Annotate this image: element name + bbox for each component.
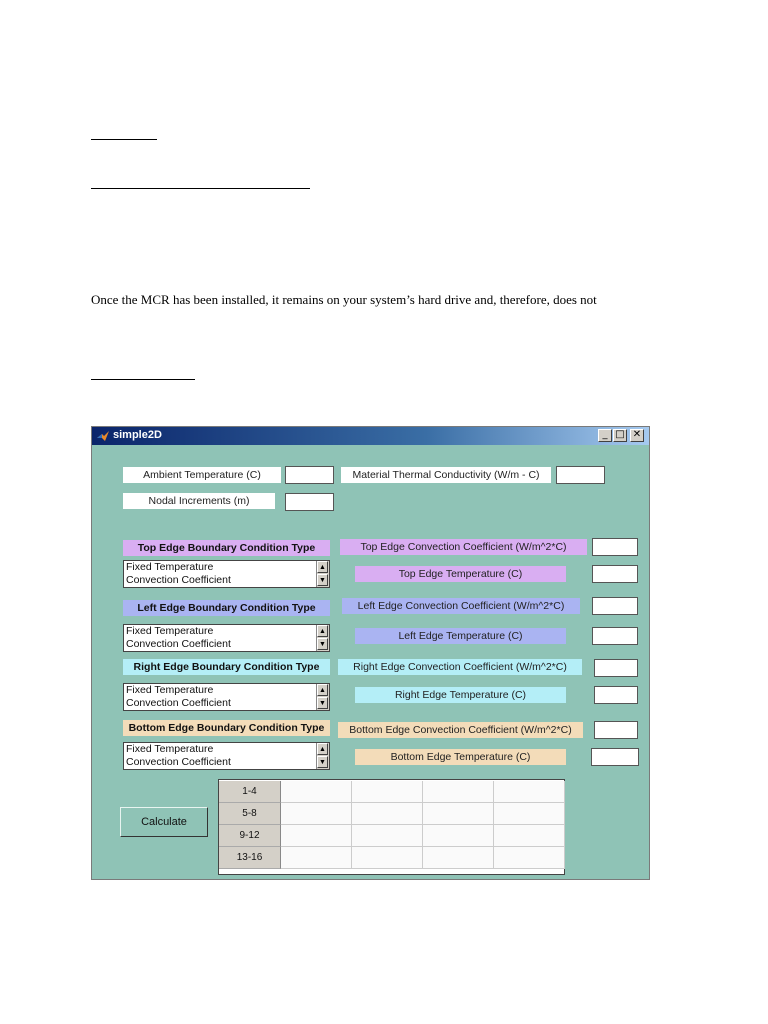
title-bar[interactable] xyxy=(92,427,649,445)
table-row xyxy=(219,847,564,869)
table-row xyxy=(219,781,564,803)
table-cell[interactable] xyxy=(352,825,423,847)
top-convection-field[interactable] xyxy=(592,538,638,556)
listbox-option[interactable]: Fixed Temperature xyxy=(126,684,214,696)
table-cell[interactable] xyxy=(423,825,494,847)
left-temperature-field[interactable] xyxy=(592,627,638,645)
table-cell[interactable] xyxy=(423,781,494,803)
table-cell[interactable] xyxy=(281,803,352,825)
arrow-up-icon[interactable]: ▲ xyxy=(317,625,328,637)
thermal-conductivity-field[interactable] xyxy=(556,466,605,484)
table-cell[interactable] xyxy=(352,781,423,803)
table-cell[interactable] xyxy=(494,781,565,803)
arrow-down-icon[interactable]: ▼ xyxy=(317,756,328,768)
top-condition-listbox[interactable] xyxy=(123,560,330,588)
table-cell[interactable] xyxy=(281,847,352,869)
top-temperature-field[interactable] xyxy=(592,565,638,583)
table-cell[interactable] xyxy=(494,803,565,825)
close-button[interactable]: ✕ xyxy=(630,429,644,442)
right-temperature-field[interactable] xyxy=(594,686,638,704)
minimize-button[interactable]: _ xyxy=(598,429,612,442)
nodal-increments-label: Nodal Increments (m) xyxy=(123,493,275,509)
table-cell[interactable] xyxy=(352,803,423,825)
arrow-up-icon[interactable]: ▲ xyxy=(317,743,328,755)
arrow-down-icon[interactable]: ▼ xyxy=(317,638,328,650)
row-header: 13-16 xyxy=(219,847,281,869)
left-edge-header: Left Edge Boundary Condition Type xyxy=(123,600,330,616)
table-cell[interactable] xyxy=(352,847,423,869)
bottom-temperature-label: Bottom Edge Temperature (C) xyxy=(355,749,566,765)
row-header: 5-8 xyxy=(219,803,281,825)
listbox-scrollbar[interactable] xyxy=(316,743,329,769)
top-convection-label: Top Edge Convection Coefficient (W/m^2*C) xyxy=(340,539,587,555)
right-temperature-label: Right Edge Temperature (C) xyxy=(355,687,566,703)
listbox-scrollbar[interactable] xyxy=(316,684,329,710)
listbox-scrollbar[interactable] xyxy=(316,561,329,587)
listbox-option[interactable]: Fixed Temperature xyxy=(126,625,214,637)
table-cell[interactable] xyxy=(281,781,352,803)
results-table xyxy=(218,779,565,875)
right-condition-listbox[interactable] xyxy=(123,683,330,711)
arrow-up-icon[interactable]: ▲ xyxy=(317,684,328,696)
ambient-temperature-label: Ambient Temperature (C) xyxy=(123,467,281,483)
heading-underline-3 xyxy=(91,379,195,380)
table-cell[interactable] xyxy=(494,847,565,869)
left-convection-field[interactable] xyxy=(592,597,638,615)
table-cell[interactable] xyxy=(494,825,565,847)
arrow-down-icon[interactable]: ▼ xyxy=(317,574,328,586)
top-edge-header: Top Edge Boundary Condition Type xyxy=(123,540,330,556)
left-condition-listbox[interactable] xyxy=(123,624,330,652)
window-title: simple2D xyxy=(113,429,162,441)
bottom-convection-label: Bottom Edge Convection Coefficient (W/m^2*C) xyxy=(338,722,583,738)
calculate-button[interactable]: Calculate xyxy=(120,807,208,837)
bottom-temperature-field[interactable] xyxy=(591,748,639,766)
bottom-condition-listbox[interactable] xyxy=(123,742,330,770)
table-cell[interactable] xyxy=(423,803,494,825)
listbox-option[interactable]: Convection Coefficient xyxy=(126,756,231,768)
table-cell[interactable] xyxy=(423,847,494,869)
row-header: 9-12 xyxy=(219,825,281,847)
row-header: 1-4 xyxy=(219,781,281,803)
table-row xyxy=(219,825,564,847)
right-convection-field[interactable] xyxy=(594,659,638,677)
listbox-option[interactable]: Convection Coefficient xyxy=(126,638,231,650)
left-convection-label: Left Edge Convection Coefficient (W/m^2*C) xyxy=(342,598,580,614)
bottom-convection-field[interactable] xyxy=(594,721,638,739)
listbox-option[interactable]: Convection Coefficient xyxy=(126,697,231,709)
listbox-option[interactable]: Fixed Temperature xyxy=(126,743,214,755)
heading-underline-2 xyxy=(91,188,310,189)
nodal-increments-field[interactable] xyxy=(285,493,334,511)
listbox-option[interactable]: Convection Coefficient xyxy=(126,574,231,586)
ambient-temperature-field[interactable] xyxy=(285,466,334,484)
listbox-option[interactable]: Fixed Temperature xyxy=(126,561,214,573)
maximize-button[interactable]: □ xyxy=(613,429,627,442)
simple2d-window xyxy=(91,426,650,880)
top-temperature-label: Top Edge Temperature (C) xyxy=(355,566,566,582)
bottom-edge-header: Bottom Edge Boundary Condition Type xyxy=(123,720,330,736)
arrow-down-icon[interactable]: ▼ xyxy=(317,697,328,709)
right-convection-label: Right Edge Convection Coefficient (W/m^2*C) xyxy=(338,659,582,675)
thermal-conductivity-label: Material Thermal Conductivity (W/m - C) xyxy=(341,467,551,483)
listbox-scrollbar[interactable] xyxy=(316,625,329,651)
matlab-logo-icon xyxy=(96,429,110,443)
heading-underline-1 xyxy=(91,139,157,140)
table-row xyxy=(219,803,564,825)
table-cell[interactable] xyxy=(281,825,352,847)
left-temperature-label: Left Edge Temperature (C) xyxy=(355,628,566,644)
right-edge-header: Right Edge Boundary Condition Type xyxy=(123,659,330,675)
document-paragraph: Once the MCR has been installed, it remains on your system’s hard drive and, therefore, does not xyxy=(91,292,597,307)
arrow-up-icon[interactable]: ▲ xyxy=(317,561,328,573)
